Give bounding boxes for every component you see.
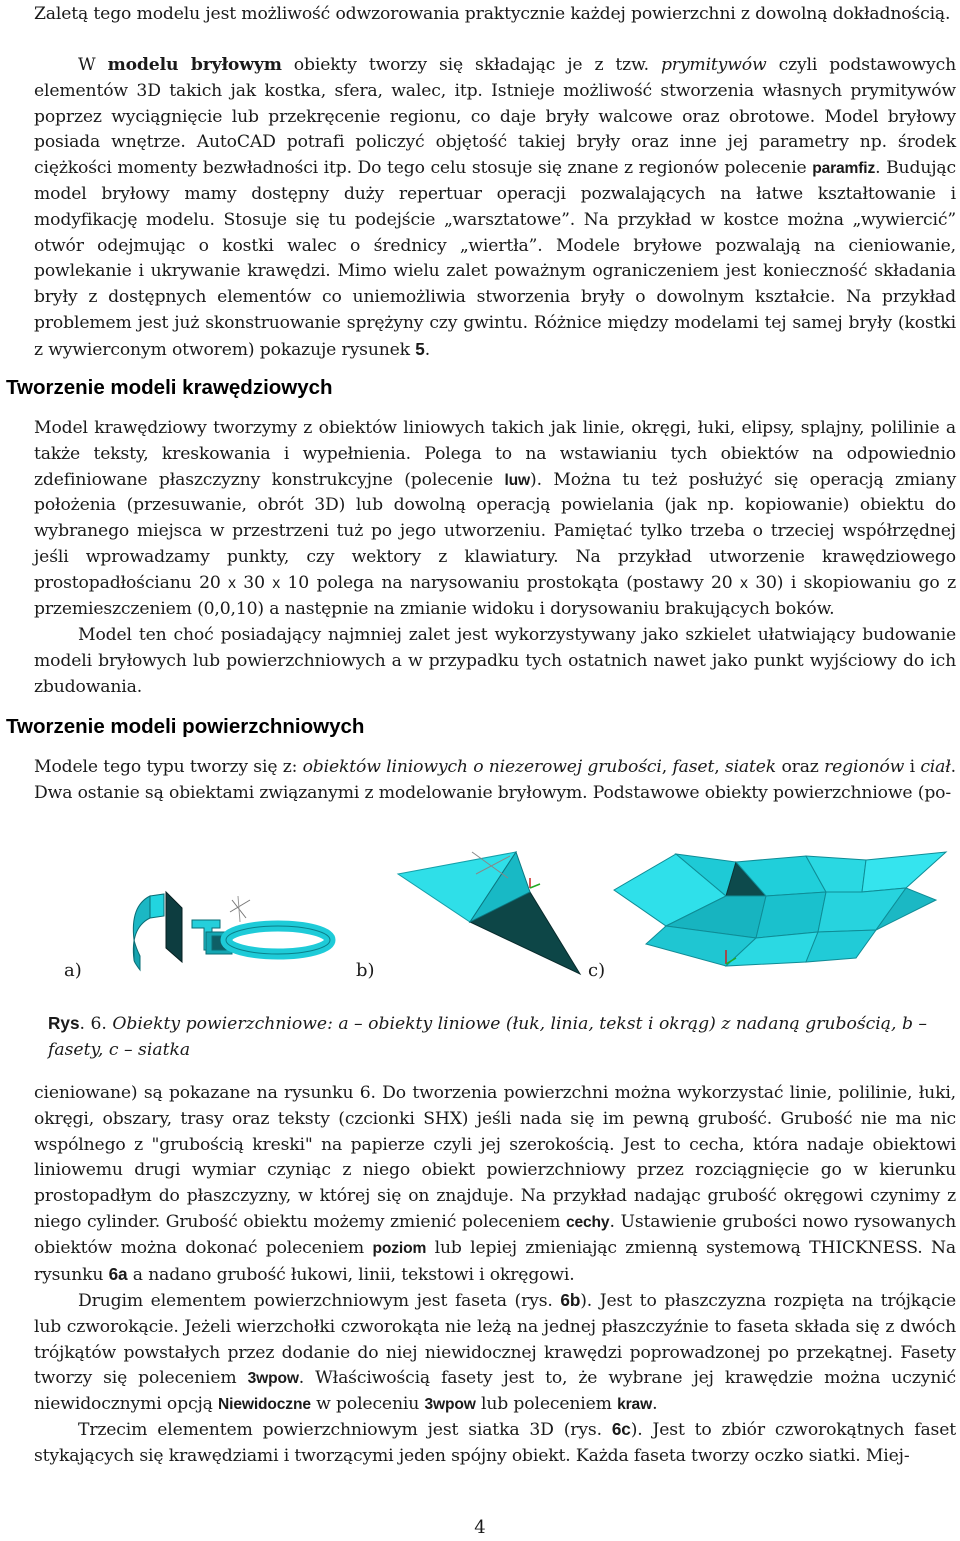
option-niewidoczne: Niewidoczne [218, 1396, 311, 1414]
heading-edge-models: Tworzenie modeli krawędziowych [6, 376, 333, 399]
figure-label-a: a) [64, 960, 82, 981]
figure-6b-facets [390, 842, 600, 982]
paragraph-thickness: cieniowane) są pokazane na rysunku 6. Do tworzenia powierzchni można wykorzystać linie, polilinie, łuki, okręgi, obszary, trasy oraz teksty (czcionki SHX) jeśli nada się im pewną grubość. Grubość nie ma nic wspólnego z "grubością kreski" na papierze czyli jej szerokością. Jest to cecha, która nadaje obiektowi liniowemu drugi wymiar czyniąc z niego obiekt powierzchniowy przez rozciągnięcie go w kierunku prostopadłym do płaszczyzny, w której się on znajduje. Na przykład nadając grubość okręgowi czynimy z niego cylinder. Grubość obiektu możemy zmienić poleceniem cechy. Ustawienie grubości nowo rysowanych obiektów można dokonać poleceniem poziom lub lepiej zmieniając zmienną systemową THICKNESS. Na rysunku 6a a nadano grubość łukowi, linii, tekstowi i okręgowi. [34, 1083, 956, 1285]
figure-6c-mesh [606, 848, 956, 978]
paragraph-facet: Drugim elementem powierzchniowym jest faseta (rys. 6b). Jest to płaszczyzna rozpięta na trójkącie lub czworokącie. Jeżeli wierzchołki czworokąta nie leżą na jednej płaszczyźnie to faseta składa się z dwóch trójkątów powstałych przez dodanie do niej niewidocznej krawędzi poprowadzonej po przekątnej. Fasety tworzy się poleceniem 3wpow. Właściwością fasety jest to, że wybrane jej krawędzie można uczynić niewidocznymi opcją Niewidoczne w poleceniu 3wpow lub poleceniem kraw. [34, 1290, 956, 1415]
paragraph-solid-model: W modelu bryłowym obiekty tworzy się składając je z tzw. prymitywów czyli podstawowych elementów 3D takich jak kostka, sfera, walec, itp. Istnieje możliwość stworzenia własnych prymitywów poprzez wyciągnięcie lub przekręcenie regionu, co daje bryły walcowe oraz obrotowe. Model bryłowy posiada wnętrze. AutoCAD potrafi policzyć objętość takiej bryły oraz inne jej parametry np. środek ciężkości momenty bezwładności itp. Do tego celu stosuje się znane z regionów polecenie paramfiz. Budując model bryłowy mamy dostępny duży repertuar operacji pozwalających na łatwe kształtowanie i modyfikację modelu. Stosuje się tu podejście „warsztatowe”. Na przykład w kostce można „wywiercić” otwór odejmując o kostki walec o średnicy „wiertła”. Modele bryłowe pozwalają na cieniowanie, powlekanie i ukrywanie krawędzi. Mimo wielu zalet poważnym ograniczeniem jest konieczność składania bryły z dostępnych elementów co uniemożliwia stworzenia bryły o dowolnym kształcie. Na przykład problemem jest już skonstruowanie sprężyny czy gwintu. Różnice między modelami tej samej bryły (kostki z wywierconym otworem) pokazuje rysunek 5. [34, 55, 956, 360]
command-3wpow-2: 3wpow [424, 1396, 476, 1414]
paragraph-mesh: Trzecim elementem powierzchniowym jest siatka 3D (rys. 6c). Jest to zbiór czworokątnych faset stykających się krawędziami i tworzącymi jeden spójny obiekt. Każda faseta tworzy oczko siatki. Miej- [34, 1419, 956, 1466]
figure-label-b: b) [356, 960, 375, 981]
command-poziom: poziom [372, 1239, 427, 1257]
command-cechy: cechy [565, 1213, 610, 1231]
command-paramfiz: paramfiz [812, 160, 876, 178]
command-kraw: kraw [617, 1396, 653, 1414]
heading-surface-models: Tworzenie modeli powierzchniowych [6, 715, 365, 738]
page-number: 4 [474, 1517, 486, 1538]
figure-label-c: c) [588, 960, 606, 981]
paragraph-intro: Zaletą tego modelu jest możliwość odwzorowania praktycznie każdej powierzchni z dowolną dokładnością. [34, 4, 951, 24]
paragraph-surface-intro: Modele tego typu tworzy się z: obiektów liniowych o niezerowej grubości, faset, siatek oraz regionów i ciał. Dwa ostanie są obiektami związanymi z modelowanie bryłowym. Podstawowe obiekty powierzchniowe (po- [34, 757, 956, 803]
figure-6a-thick-line-objects [120, 878, 360, 978]
paragraph-edge-skeleton: Model ten choć posiadający najmniej zalet jest wykorzystywany jako szkielet ułatwiający budowanie modeli bryłowych lub powierzchniowych a w przypadku tych ostatnich nawet jako punkt wyjściowy do ich zbudowania. [34, 625, 956, 697]
figure-caption: Rys. 6. Obiekty powierzchniowe: a – obiekty liniowe (łuk, linia, tekst i okrąg) z nadaną grubością, b – fasety, c – siatka [48, 1013, 928, 1060]
paragraph-edge-model: Model krawędziowy tworzymy z obiektów liniowych takich jak linie, okręgi, łuki, elipsy, splajny, polilinie a także teksty, kreskowania i wypełnienia. Polega to na wstawianiu tych obiektów na odpowiednio zdefiniowane płaszczyzny konstrukcyjne (polecenie luw). Można tu też posłużyć się operacją zmiany położenia (przesuwanie, obrót 3D) lub dowolną operacją powielania (jak np. kopiowanie) obiektu do wybranego miejsca w przestrzeni tuż po jego utworzeniu. Pamiętać tylko trzeba o trzeciej współrzędnej jeśli wprowadzamy punkty, czy wektory z klawiatury. Na przykład utworzenie krawędziowego prostopadłościanu 20 x 30 x 10 polega na narysowaniu prostokąta (postawy 20 x 30) i skopiowaniu go z przemieszczeniem (0,0,10) a następnie na zmianie widoku i dorysowaniu brakujących boków. [34, 418, 956, 619]
command-luw: luw [504, 471, 531, 489]
command-3wpow: 3wpow [247, 1370, 299, 1388]
